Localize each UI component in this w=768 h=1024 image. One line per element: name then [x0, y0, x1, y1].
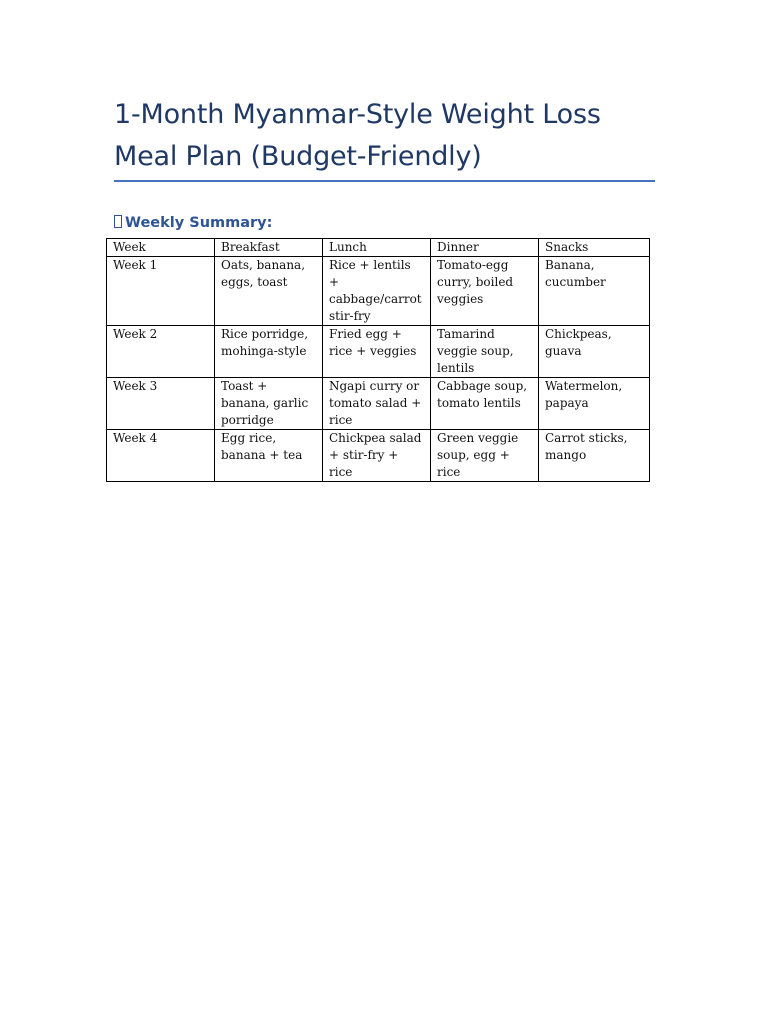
- document-title: [114, 94, 674, 178]
- table-row: [107, 430, 650, 482]
- table-row: [107, 326, 650, 378]
- section-heading: [114, 212, 272, 234]
- cell-dinner: Tamarind veggie soup, lentils: [431, 326, 539, 378]
- cell-dinner: Cabbage soup, tomato lentils: [431, 378, 539, 430]
- cell-lunch: Ngapi curry or tomato salad + rice: [323, 378, 431, 430]
- cell-week: Week 1: [107, 257, 215, 326]
- weekly-summary-table: [106, 238, 650, 482]
- header-lunch: Lunch: [323, 239, 431, 257]
- cell-breakfast: Toast + banana, garlic porridge: [215, 378, 323, 430]
- cell-week: Week 4: [107, 430, 215, 482]
- table-row: [107, 378, 650, 430]
- cell-dinner: Green veggie soup, egg + rice: [431, 430, 539, 482]
- cell-snacks: Watermelon, papaya: [539, 378, 650, 430]
- cell-lunch: Fried egg + rice + veggies: [323, 326, 431, 378]
- title-line-2: Meal Plan (Budget-Friendly): [114, 141, 482, 172]
- title-underline-rule: [114, 180, 655, 182]
- section-heading-text: Weekly Summary:: [125, 215, 273, 231]
- title-line-1: 1-Month Myanmar-Style Weight Loss: [114, 99, 601, 130]
- header-dinner: Dinner: [431, 239, 539, 257]
- cell-breakfast: Rice porridge, mohinga-style: [215, 326, 323, 378]
- cell-snacks: Chickpeas, guava: [539, 326, 650, 378]
- cell-lunch: Rice + lentils + cabbage/carrot stir-fry: [323, 257, 431, 326]
- cell-snacks: Carrot sticks, mango: [539, 430, 650, 482]
- table-row: [107, 257, 650, 326]
- table-header-row: [107, 239, 650, 257]
- header-breakfast: Breakfast: [215, 239, 323, 257]
- missing-glyph-icon: [114, 215, 122, 228]
- cell-snacks: Banana, cucumber: [539, 257, 650, 326]
- cell-dinner: Tomato-egg curry, boiled veggies: [431, 257, 539, 326]
- cell-breakfast: Egg rice, banana + tea: [215, 430, 323, 482]
- header-week: Week: [107, 239, 215, 257]
- cell-week: Week 3: [107, 378, 215, 430]
- cell-lunch: Chickpea salad + stir-fry + rice: [323, 430, 431, 482]
- cell-week: Week 2: [107, 326, 215, 378]
- cell-breakfast: Oats, banana, eggs, toast: [215, 257, 323, 326]
- header-snacks: Snacks: [539, 239, 650, 257]
